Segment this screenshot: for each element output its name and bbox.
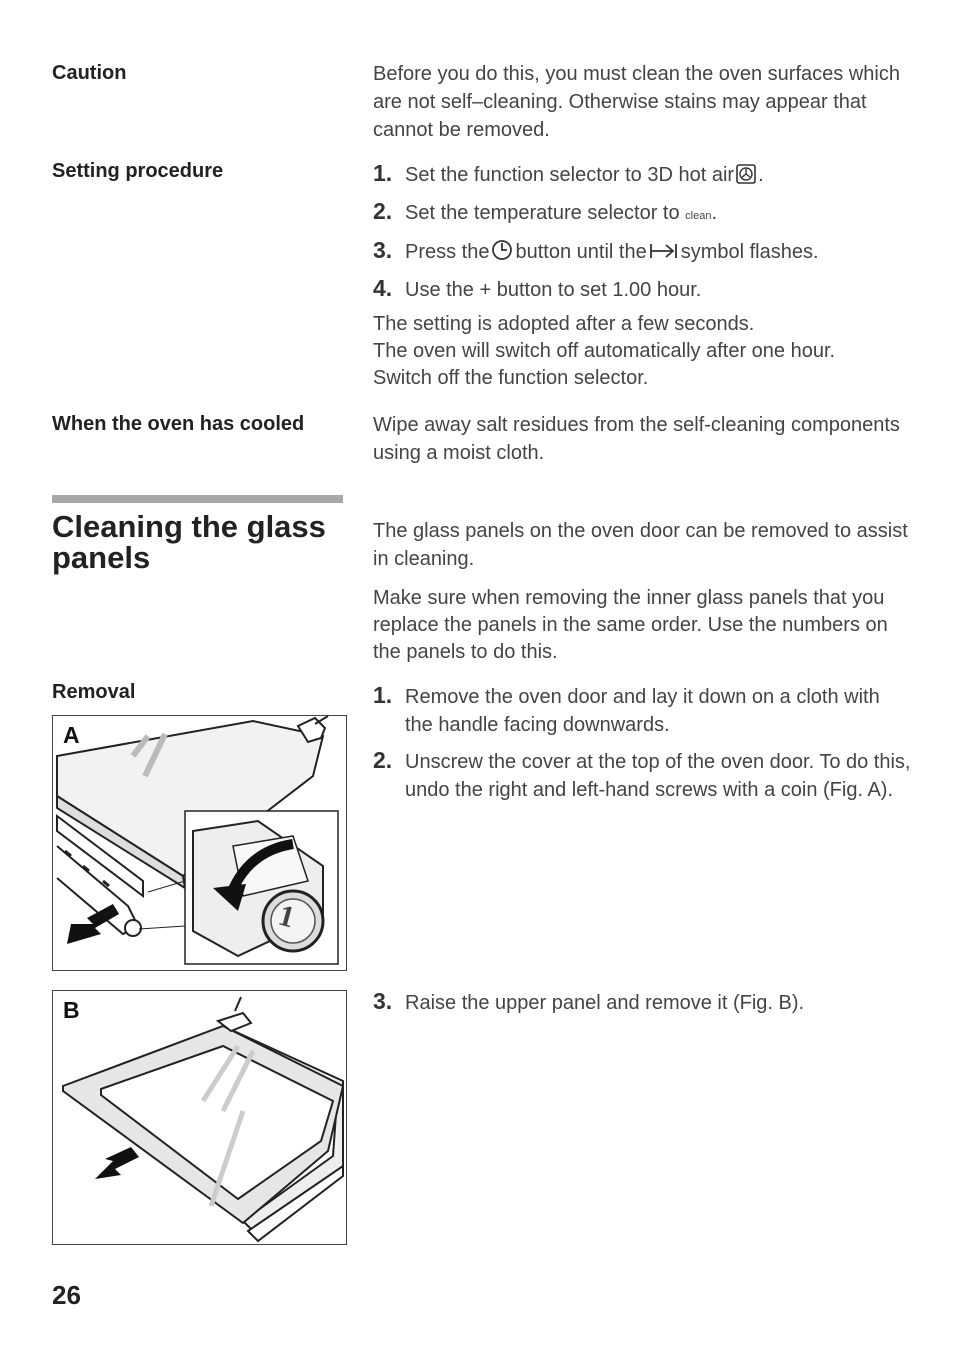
removal-step-1 xyxy=(373,683,913,739)
section-title: Cleaning the glass panels xyxy=(52,509,326,575)
caution-text: Before you do this, you must clean the oven surfaces which are not self–cleaning. Otherwise stains may appear that cannot be removed. xyxy=(373,63,900,141)
clean-setting-label: clean xyxy=(685,210,712,222)
setting-notes xyxy=(373,311,913,392)
step-number: 1. xyxy=(373,160,393,186)
setting-procedure-label: Setting procedure xyxy=(52,160,224,182)
note-line: The setting is adopted after a few seconds. xyxy=(373,313,755,335)
cooled-label: When the oven has cooled xyxy=(52,413,305,435)
step-number: 1. xyxy=(373,682,393,708)
setting-step-3: 3. Press the button until the symbol flashes. xyxy=(373,238,913,269)
note-line: The oven will switch off automatically after one hour. xyxy=(373,340,836,362)
cooled-text: Wipe away salt residues from the self-cleaning components using a moist cloth. xyxy=(373,414,900,464)
figure-b xyxy=(52,990,347,1245)
note-line: Switch off the function selector. xyxy=(373,367,649,389)
step-text: Unscrew the cover at the top of the oven door. To do this, undo the right and left-hand screws with a coin (Fig. A). xyxy=(405,751,911,801)
setting-step-4 xyxy=(373,276,913,304)
section-intro-1: The glass panels on the oven door can be removed to assist in cleaning. xyxy=(373,520,908,570)
step-number: 2. xyxy=(373,198,393,224)
step-text: Press the xyxy=(405,241,490,263)
step-text: Remove the oven door and lay it down on a cloth with the handle facing downwards. xyxy=(405,686,880,736)
setting-step-1: 1. Set the function selector to 3D hot air . xyxy=(373,161,913,192)
figure-a xyxy=(52,715,347,971)
end-time-icon xyxy=(649,241,679,269)
removal-step-3 xyxy=(373,989,913,1017)
figure-a-label: A xyxy=(63,722,80,748)
figure-b-label: B xyxy=(63,997,80,1023)
removal-label: Removal xyxy=(52,681,136,703)
coin-number: 1 xyxy=(275,898,299,935)
caution-label: Caution xyxy=(52,62,127,84)
section-intro-2: Make sure when removing the inner glass panels that you replace the panels in the same order. Use the numbers on the panels to do this. xyxy=(373,587,888,663)
oven-door-screw-illustration xyxy=(53,716,346,970)
step-number: 4. xyxy=(373,275,393,301)
step-number: 2. xyxy=(373,747,393,773)
page-number: 26 xyxy=(52,1280,81,1310)
clock-icon xyxy=(491,239,513,269)
step-text: Raise the upper panel and remove it (Fig. B). xyxy=(405,992,805,1014)
3d-hot-air-icon xyxy=(736,164,756,192)
step-text: Set the temperature selector to xyxy=(405,202,686,224)
step-text: Set the function selector to 3D hot air xyxy=(405,164,735,186)
removal-step-2 xyxy=(373,748,913,804)
section-rule xyxy=(52,495,343,503)
glass-panel-removal-illustration xyxy=(53,991,346,1244)
setting-step-2: 2. Set the temperature selector to clean. xyxy=(373,198,718,224)
step-text: Use the + button to set 1.00 hour. xyxy=(405,279,702,301)
step-number: 3. xyxy=(373,237,393,263)
step-number: 3. xyxy=(373,988,393,1014)
